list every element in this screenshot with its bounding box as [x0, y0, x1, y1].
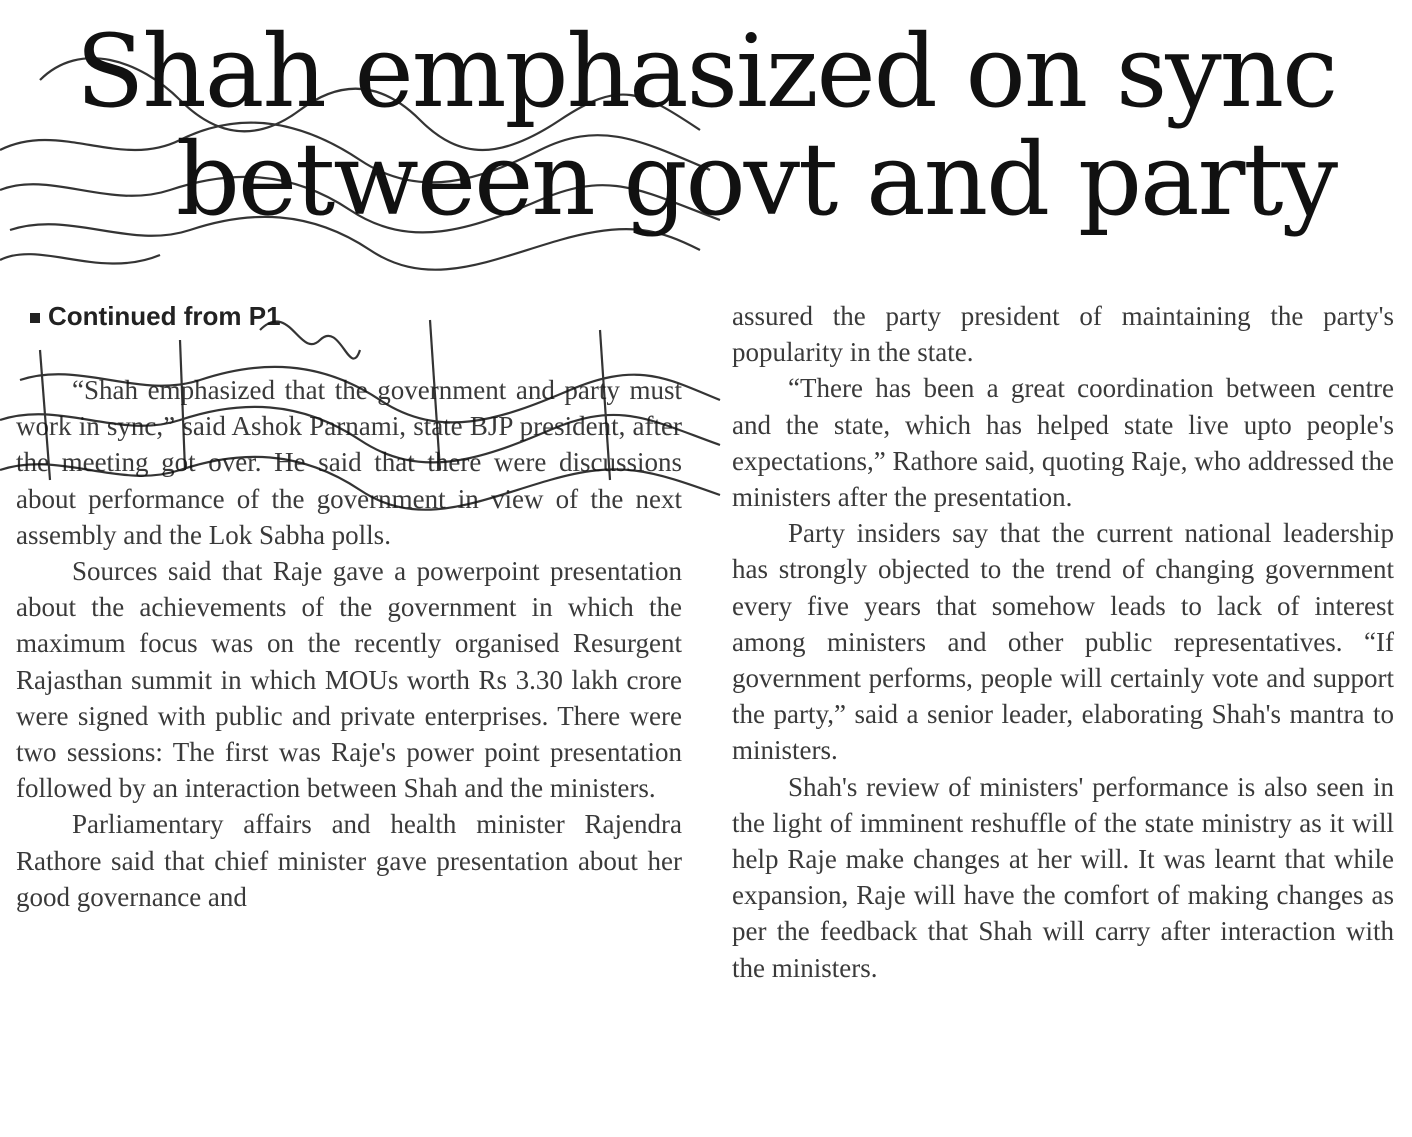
article-paragraph: Shah's review of ministers' performance is also seen in the light of imminent reshuffle of the state ministry as it will help Raje make changes at her will. It was learnt that while expansion, Raje will have the comfort of making changes as per the feedback that Shah will carry after interaction with the ministers. — [732, 771, 1394, 983]
headline-line-1: Shah emphasized on sync — [75, 13, 1337, 130]
article-paragraph: “There has been a great coordination between centre and the state, which has helped state live upto people's expectations,” Rathore said, quoting Raje, who addressed the ministers after the presentation. — [732, 373, 1394, 513]
right-column — [732, 298, 1394, 986]
continued-text: Continued from P1 — [48, 301, 281, 331]
headline — [0, 13, 1412, 238]
article-paragraph: assured the party president of maintaining the party's popularity in the state. — [732, 301, 1394, 368]
bullet-icon — [30, 313, 40, 323]
continued-marker — [30, 298, 682, 334]
article-paragraph: Sources said that Raje gave a powerpoint presentation about the achievements of the government in which the maximum focus was on the recently organised Resurgent Rajasthan summit in which MOUs worth Rs 3.30 lakh crore were signed with public and private enterprises. There were two sessions: The first was Raje's power point presentation followed by an interaction between Shah and the ministers. — [16, 556, 682, 804]
article-paragraph: Party insiders say that the current national leadership has strongly objected to the trend of changing government every five years that somehow leads to lack of interest among ministers and other public representatives. “If government performs, people will certainly vote and support the party,” said a senior leader, elaborating Shah's mantra to ministers. — [732, 518, 1394, 766]
article-paragraph: “Shah emphasized that the government and party must work in sync,” said Ashok Parnami, state BJP president, after the meeting got over. He said that there were discussions about performance of the government in view of the next assembly and the Lok Sabha polls. — [16, 375, 682, 550]
left-column — [16, 298, 682, 915]
article-paragraph: Parliamentary affairs and health minister Rajendra Rathore said that chief minister gave presentation about her good governance and — [16, 809, 682, 912]
headline-line-2: between govt and party — [175, 121, 1337, 238]
